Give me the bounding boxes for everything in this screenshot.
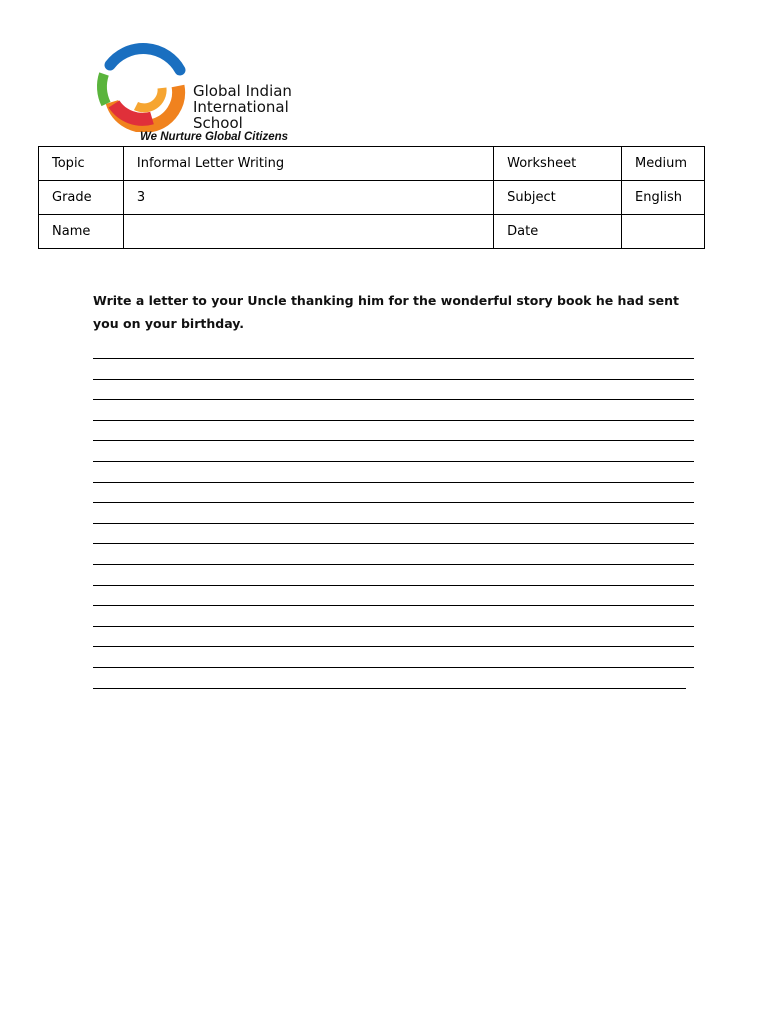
table-row [39, 147, 705, 181]
tagline: We Nurture Global Citizens [140, 131, 289, 143]
grade-value: 3 [123, 181, 493, 215]
writing-line[interactable] [93, 543, 694, 544]
writing-line[interactable] [93, 605, 694, 606]
table-row [39, 181, 705, 215]
name-field[interactable] [123, 215, 493, 249]
subject-label: Subject [494, 181, 622, 215]
writing-line[interactable] [93, 502, 694, 503]
writing-line[interactable] [93, 523, 694, 524]
date-field[interactable] [622, 215, 705, 249]
table-row [39, 215, 705, 249]
writing-line[interactable] [93, 646, 694, 647]
writing-line[interactable] [93, 420, 694, 421]
swirl-logo-icon [92, 40, 192, 132]
school-name-line-2: International [193, 98, 289, 116]
topic-label: Topic [39, 147, 124, 181]
school-name [193, 83, 292, 131]
subject-value: English [622, 181, 705, 215]
worksheet-info-table [38, 146, 705, 249]
date-label: Date [494, 215, 622, 249]
writing-line[interactable] [93, 688, 686, 689]
writing-line[interactable] [93, 399, 694, 400]
topic-value: Informal Letter Writing [123, 147, 493, 181]
writing-line[interactable] [93, 564, 694, 565]
school-name-line-1: Global Indian [193, 82, 292, 100]
writing-line[interactable] [93, 461, 694, 462]
writing-prompt: Write a letter to your Uncle thanking him for the wonderful story book he had sent you on your birthday. [93, 293, 679, 331]
writing-line[interactable] [93, 667, 694, 668]
writing-line[interactable] [93, 440, 694, 441]
writing-line[interactable] [93, 585, 694, 586]
name-label: Name [39, 215, 124, 249]
writing-line[interactable] [93, 482, 694, 483]
worksheet-label: Worksheet [494, 147, 622, 181]
writing-line[interactable] [93, 626, 694, 627]
school-name-line-3: School [193, 114, 243, 132]
writing-line[interactable] [93, 358, 694, 359]
worksheet-value: Medium [622, 147, 705, 181]
grade-label: Grade [39, 181, 124, 215]
writing-line[interactable] [93, 379, 694, 380]
